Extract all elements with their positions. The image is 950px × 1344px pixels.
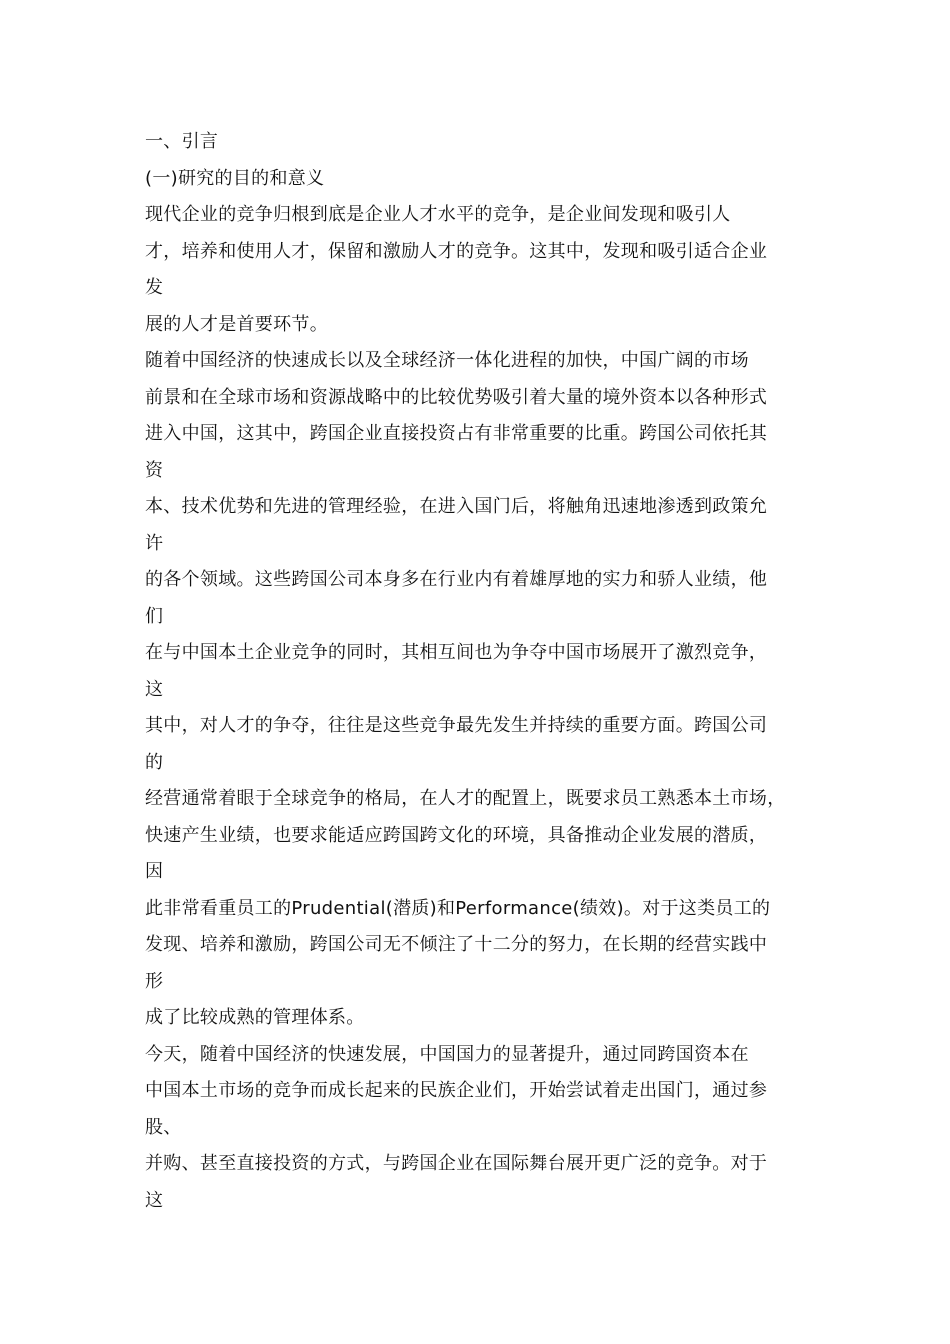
text-line: 在与中国本土企业竞争的同时，其相互间也为争夺中国市场展开了激烈竞争，	[145, 642, 768, 663]
text-line: 们	[145, 605, 164, 627]
text-line: 发现、培养和激励，跨国公司无不倾注了十二分的努力，在长期的经营实践中	[145, 934, 768, 955]
text-line: 随着中国经济的快速成长以及全球经济一体化进程的加快，中国广阔的市场	[145, 350, 749, 371]
body-text	[145, 124, 825, 1219]
text-line: 这	[145, 1189, 164, 1211]
text-line: 形	[145, 970, 164, 992]
text-line: 其中，对人才的争夺，往往是这些竞争最先发生并持续的重要方面。跨国公司	[145, 715, 768, 736]
text-line: 并购、甚至直接投资的方式，与跨国企业在国际舞台展开更广泛的竞争。对于	[145, 1153, 768, 1174]
text-line: 前景和在全球市场和资源战略中的比较优势吸引着大量的境外资本以各种形式	[145, 386, 768, 408]
text-line: 发	[145, 277, 164, 298]
text-line: 成了比较成熟的管理体系。	[145, 1007, 365, 1028]
text-line: 今天，随着中国经济的快速发展，中国国力的显著提升，通过同跨国资本在	[145, 1043, 749, 1065]
text-line: 中国本土市场的竞争而成长起来的民族企业们，开始尝试着走出国门，通过参	[145, 1080, 768, 1101]
text-line: 的各个领域。这些跨国公司本身多在行业内有着雄厚地的实力和骄人业绩，他	[145, 569, 768, 590]
text-line: 经营通常着眼于全球竞争的格局，在人才的配置上，既要求员工熟悉本土市场，	[145, 788, 786, 809]
text-line: 才，培养和使用人才，保留和激励人才的竞争。这其中，发现和吸引适合企业	[145, 240, 768, 262]
text-line: 展的人才是首要环节。	[145, 313, 328, 335]
text-line: 这	[145, 678, 164, 700]
text-line: 的	[145, 751, 164, 773]
text-line: 本、技术优势和先进的管理经验，在进入国门后，将触角迅速地渗透到政策允	[145, 496, 768, 517]
section-heading: 一、引言	[145, 131, 219, 152]
subsection-heading: (一)研究的目的和意义	[145, 167, 325, 189]
text-line: 此非常看重员工的Prudential(潜质)和Performance(绩效)。对于这类员工的	[145, 897, 771, 919]
text-line: 快速产生业绩，也要求能适应跨国跨文化的环境，具备推动企业发展的潜质，	[145, 824, 768, 846]
text-line: 因	[145, 861, 164, 882]
text-line: 进入中国，这其中，跨国企业直接投资占有非常重要的比重。跨国公司依托其	[145, 423, 768, 444]
text-line: 股、	[145, 1116, 182, 1138]
text-line: 现代企业的竞争归根到底是企业人才水平的竞争，是企业间发现和吸引人	[145, 204, 731, 225]
text-line: 许	[145, 532, 164, 554]
text-line: 资	[145, 459, 164, 481]
